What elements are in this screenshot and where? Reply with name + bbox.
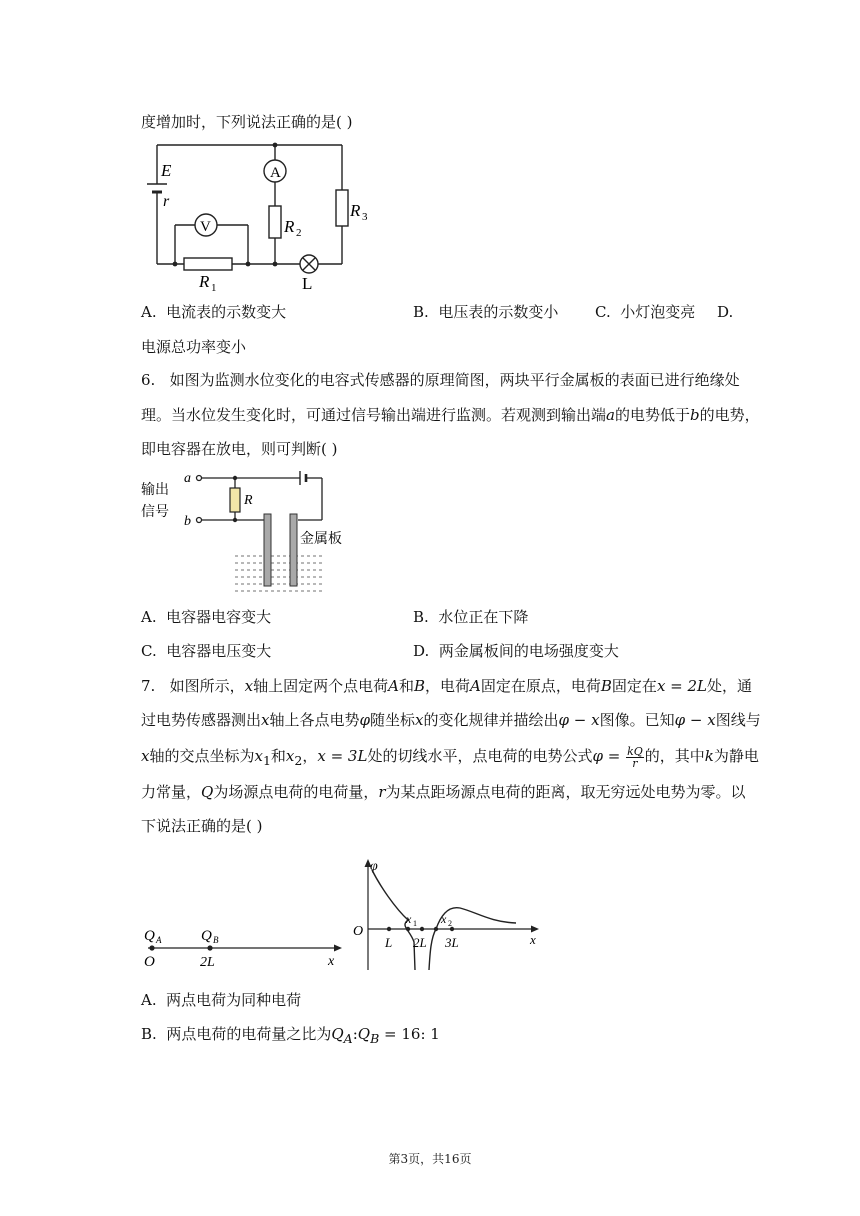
q6-stem-line3: 即电容器在放电，则可判断( ) [141, 440, 338, 458]
potential-formula-fraction: $\frac{kQ}{r}$ [627, 744, 643, 770]
q7-number: 7. [141, 677, 156, 695]
q5-option-c[interactable]: C. 小灯泡变亮 [595, 303, 696, 321]
label-R1: R [199, 272, 210, 291]
q7-stem-line3: x轴的交点坐标为$x_1$和$x_2$，x = 3L处的切线水平，点电荷的电势公式φ = $\frac{kQ}{r}$ 的，其中k为静电 [141, 744, 759, 770]
label-QA-sub: A [156, 935, 162, 945]
label-x1: x [406, 912, 412, 926]
label-R2: R [284, 217, 295, 236]
label-x2-sub: 2 [448, 919, 452, 928]
label-E: E [161, 161, 172, 180]
q5-option-a[interactable]: A. 电流表的示数变大 [141, 303, 287, 321]
label-metal-plate: 金属板 [300, 531, 342, 547]
q7-stem-line1: 7. 如图所示，x轴上固定两个点电荷A和B，电荷A固定在原点，电荷B固定在x = 2L处，通 [141, 677, 753, 695]
label-R3-sub: 3 [362, 211, 368, 223]
q7-stem-line2: 过电势传感器测出x轴上各点电势φ随坐标x的变化规律并描绘出φ − x图像。已知φ − x图线与 [141, 711, 761, 729]
q5-option-d-text: 电源总功率变小 [141, 338, 247, 356]
q6-option-c[interactable]: C. 电容器电压变大 [141, 642, 272, 660]
label-2L: 2L [413, 935, 427, 950]
label-L: L [302, 274, 313, 293]
label-origin: O [353, 924, 364, 939]
label-output-2: 信号 [141, 504, 169, 520]
label-b: b [184, 514, 191, 529]
label-R1-sub: 1 [211, 282, 217, 294]
label-r: r [163, 193, 170, 210]
label-QB: Q [201, 928, 212, 944]
q5-circuit-diagram [140, 140, 380, 296]
label-QA: Q [144, 928, 155, 944]
voltmeter-label: V [200, 219, 211, 235]
q6-option-b[interactable]: B. 水位正在下降 [413, 608, 529, 626]
q7-option-a[interactable]: A. 两点电荷为同种电荷 [141, 991, 302, 1009]
label-QB-sub: B [213, 935, 219, 945]
label-origin: O [144, 954, 155, 970]
q5-option-b[interactable]: B. 电压表的示数变小 [413, 303, 559, 321]
label-output-1: 输出 [141, 482, 169, 498]
label-R2-sub: 2 [296, 227, 302, 239]
q6-sensor-diagram [140, 468, 360, 596]
q6-option-a[interactable]: A. 电容器电容变大 [141, 608, 272, 626]
q6-option-d[interactable]: D. 两金属板间的电场强度变大 [413, 642, 619, 660]
label-L: L [385, 935, 393, 950]
page-footer: 第3页，共16页 [388, 1152, 472, 1166]
label-2L: 2L [200, 955, 215, 970]
label-R: R [244, 493, 253, 508]
label-x-axis: x [328, 954, 335, 969]
q7-charge-axis-diagram [138, 920, 348, 972]
q6-number: 6. [141, 371, 156, 389]
label-x-axis: x [530, 932, 536, 947]
q6-stem-line2: 理。当水位发生变化时，可通过信号输出端进行监测。若观测到输出端a的电势低于b的电势， [141, 406, 760, 424]
q7-stem-line4: 力常量，Q为场源点电荷的电荷量，r为某点距场源点电荷的距离，取无穷远处电势为零。以 [141, 783, 746, 801]
label-x2: x [441, 912, 447, 926]
q5-stem-tail: 度增加时，下列说法正确的是( ) [141, 113, 353, 131]
label-R3: R [350, 201, 361, 220]
label-a: a [184, 471, 191, 486]
q6-stem-line1: 6. 如图为监测水位变化的电容式传感器的原理简图，两块平行金属板的表面已进行绝缘处 [141, 371, 740, 389]
label-x1-sub: 1 [413, 919, 417, 928]
q7-phi-x-graph [350, 856, 546, 974]
ammeter-label: A [270, 165, 281, 181]
q7-option-b[interactable]: B. 两点电荷的电荷量之比为$Q_A:Q_B = 16$: 1 [141, 1025, 440, 1046]
q5-option-d-key[interactable]: D. [717, 303, 734, 321]
label-3L: 3L [445, 935, 459, 950]
q7-stem-line5: 下说法正确的是( ) [141, 817, 263, 835]
label-phi: φ [370, 859, 378, 874]
